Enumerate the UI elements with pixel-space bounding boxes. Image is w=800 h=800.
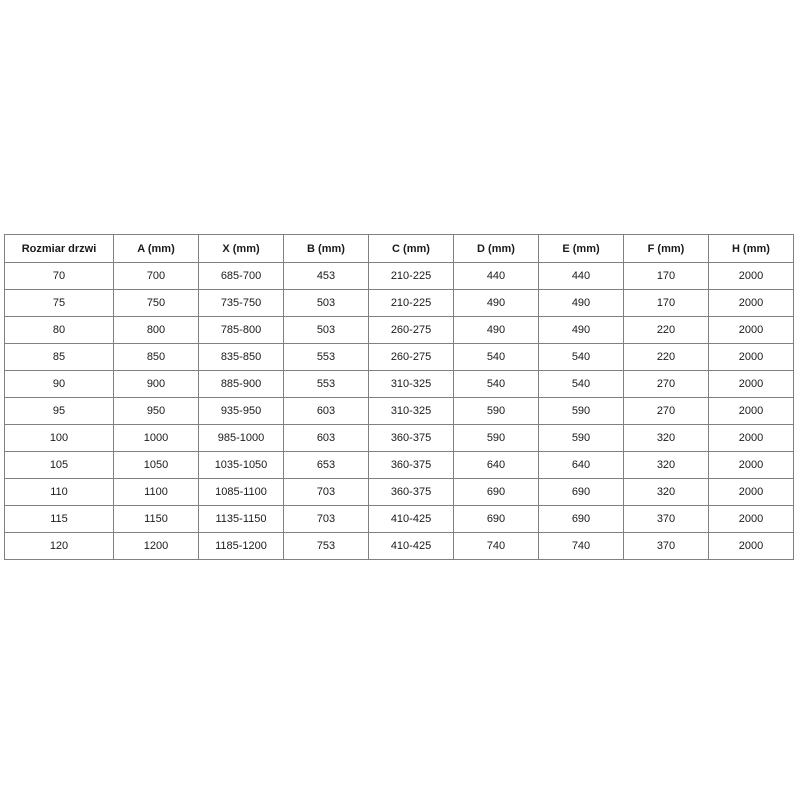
table-cell: 590 [539,425,624,452]
table-cell: 640 [539,452,624,479]
table-cell: 210-225 [369,263,454,290]
table-cell: 320 [624,479,709,506]
table-cell: 70 [5,263,114,290]
table-cell: 753 [284,533,369,560]
table-cell: 2000 [709,263,794,290]
header-cell: X (mm) [199,235,284,263]
table-row [5,344,794,371]
table-cell: 885-900 [199,371,284,398]
table-cell: 490 [539,317,624,344]
header-cell: C (mm) [369,235,454,263]
table-cell: 540 [539,344,624,371]
table-cell: 170 [624,290,709,317]
table-cell: 703 [284,479,369,506]
table-cell: 260-275 [369,344,454,371]
size-table-head-row [5,235,794,263]
table-cell: 985-1000 [199,425,284,452]
table-cell: 320 [624,452,709,479]
table-cell: 1135-1150 [199,506,284,533]
table-row [5,398,794,425]
table-cell: 220 [624,317,709,344]
table-cell: 2000 [709,506,794,533]
header-cell: H (mm) [709,235,794,263]
table-cell: 700 [114,263,199,290]
table-cell: 490 [539,290,624,317]
size-table [4,234,794,560]
table-row [5,263,794,290]
header-cell: E (mm) [539,235,624,263]
table-cell: 320 [624,425,709,452]
table-cell: 540 [454,371,539,398]
table-row [5,317,794,344]
table-cell: 553 [284,371,369,398]
table-cell: 750 [114,290,199,317]
table-cell: 2000 [709,425,794,452]
table-cell: 690 [539,479,624,506]
table-cell: 270 [624,371,709,398]
table-cell: 1100 [114,479,199,506]
table-cell: 950 [114,398,199,425]
table-cell: 2000 [709,479,794,506]
table-cell: 740 [539,533,624,560]
header-cell: B (mm) [284,235,369,263]
table-cell: 1000 [114,425,199,452]
table-cell: 835-850 [199,344,284,371]
table-cell: 115 [5,506,114,533]
table-cell: 603 [284,425,369,452]
header-cell: A (mm) [114,235,199,263]
table-cell: 703 [284,506,369,533]
table-cell: 690 [539,506,624,533]
header-cell: D (mm) [454,235,539,263]
table-cell: 360-375 [369,479,454,506]
table-cell: 370 [624,506,709,533]
table-cell: 105 [5,452,114,479]
table-cell: 553 [284,344,369,371]
table-cell: 2000 [709,317,794,344]
table-cell: 310-325 [369,398,454,425]
table-cell: 590 [454,398,539,425]
table-cell: 90 [5,371,114,398]
table-row [5,452,794,479]
table-cell: 453 [284,263,369,290]
header-cell: F (mm) [624,235,709,263]
table-cell: 1150 [114,506,199,533]
table-cell: 490 [454,290,539,317]
table-cell: 2000 [709,290,794,317]
table-cell: 800 [114,317,199,344]
table-row [5,479,794,506]
table-cell: 540 [454,344,539,371]
table-cell: 1050 [114,452,199,479]
table-cell: 410-425 [369,533,454,560]
table-cell: 503 [284,317,369,344]
table-cell: 110 [5,479,114,506]
table-cell: 410-425 [369,506,454,533]
table-cell: 653 [284,452,369,479]
table-cell: 850 [114,344,199,371]
table-cell: 690 [454,506,539,533]
table-cell: 785-800 [199,317,284,344]
table-cell: 540 [539,371,624,398]
table-cell: 503 [284,290,369,317]
header-cell: Rozmiar drzwi [5,235,114,263]
table-cell: 85 [5,344,114,371]
table-cell: 2000 [709,344,794,371]
table-cell: 1200 [114,533,199,560]
table-cell: 370 [624,533,709,560]
table-cell: 100 [5,425,114,452]
table-cell: 210-225 [369,290,454,317]
table-cell: 1085-1100 [199,479,284,506]
table-cell: 640 [454,452,539,479]
table-cell: 80 [5,317,114,344]
table-cell: 2000 [709,398,794,425]
table-cell: 75 [5,290,114,317]
table-cell: 270 [624,398,709,425]
table-cell: 590 [539,398,624,425]
table-row [5,506,794,533]
table-cell: 1185-1200 [199,533,284,560]
table-cell: 2000 [709,452,794,479]
table-cell: 120 [5,533,114,560]
table-row [5,425,794,452]
table-cell: 2000 [709,533,794,560]
table-cell: 690 [454,479,539,506]
table-cell: 900 [114,371,199,398]
table-cell: 603 [284,398,369,425]
table-cell: 935-950 [199,398,284,425]
table-cell: 260-275 [369,317,454,344]
table-cell: 735-750 [199,290,284,317]
size-table-body [5,263,794,560]
table-cell: 2000 [709,371,794,398]
table-cell: 310-325 [369,371,454,398]
table-cell: 685-700 [199,263,284,290]
table-cell: 740 [454,533,539,560]
table-cell: 490 [454,317,539,344]
table-row [5,371,794,398]
table-row [5,533,794,560]
table-row [5,290,794,317]
table-cell: 1035-1050 [199,452,284,479]
table-cell: 590 [454,425,539,452]
table-cell: 170 [624,263,709,290]
table-cell: 440 [454,263,539,290]
table-cell: 360-375 [369,425,454,452]
table-cell: 360-375 [369,452,454,479]
table-cell: 95 [5,398,114,425]
table-cell: 220 [624,344,709,371]
table-cell: 440 [539,263,624,290]
